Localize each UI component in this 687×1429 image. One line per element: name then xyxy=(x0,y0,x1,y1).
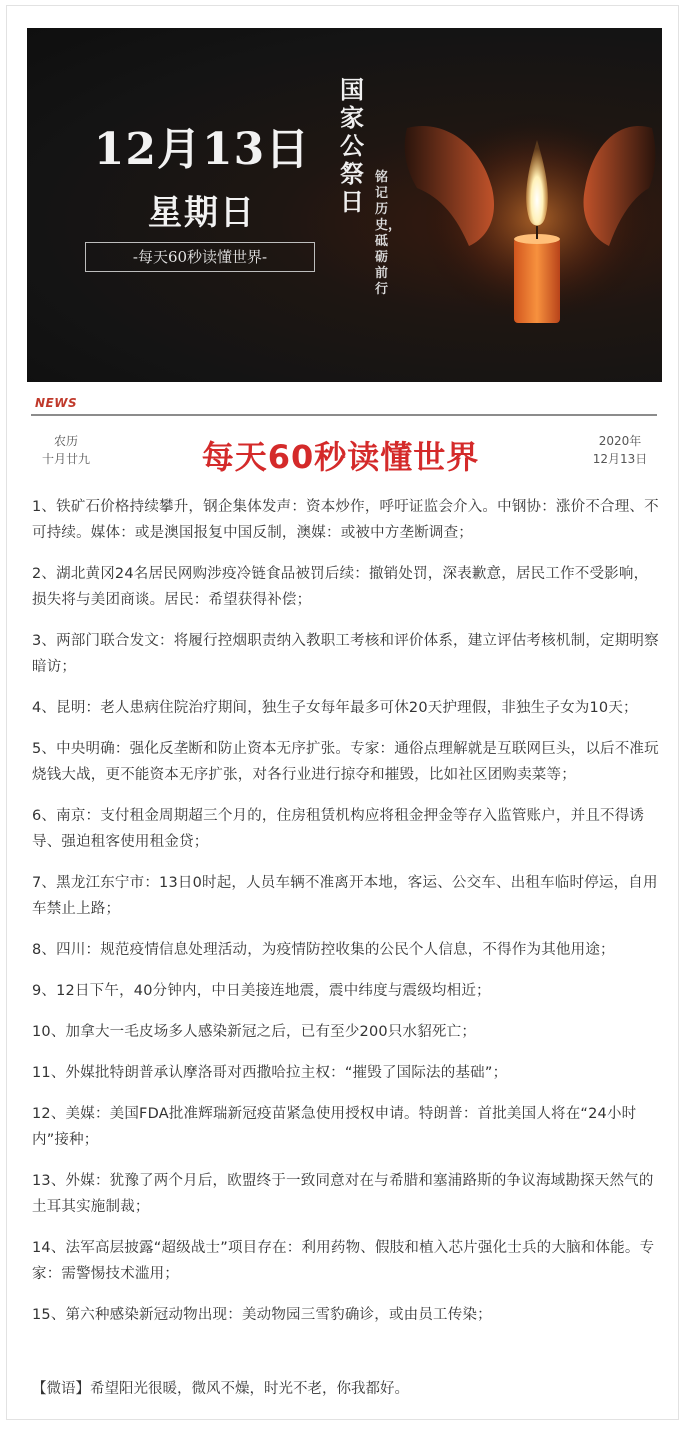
news-item: 1、铁矿石价格持续攀升，钢企集体发声：资本炒作，呼吁证监会介入。中钢协：涨价不合理、不可持续。媒体：或是澳国报复中国反制，澳媒：或被中方垄断调查； xyxy=(32,499,659,541)
candle-hands-illustration xyxy=(387,88,657,348)
news-item: 4、昆明：老人患病住院治疗期间，独生子女每年最多可休20天护理假，非独生子女为10天； xyxy=(32,700,638,716)
news-list xyxy=(32,494,660,1343)
news-item: 14、法军高层披露“超级战士”项目存在：利用药物、假肢和植入芯片强化士兵的大脑和体能。专家：需警惕技术滥用； xyxy=(32,1240,655,1282)
lunar-date xyxy=(36,432,96,468)
news-item: 2、湖北黄冈24名居民网购涉疫冷链食品被罚后续：撤销处罚，深表歉意，居民工作不受影响，损失将与美团商谈。居民：希望获得补偿； xyxy=(32,566,649,608)
news-item: 13、外媒：犹豫了两个月后，欧盟终于一致同意对在与希腊和塞浦路斯的争议海域勘探天然气的土耳其实施制裁； xyxy=(32,1173,654,1215)
closing-quote: 【微语】希望阳光很暖，微风不燥，时光不老，你我都好。 xyxy=(32,1381,409,1397)
header-divider xyxy=(31,414,657,416)
news-item: 8、四川：规范疫情信息处理活动，为疫情防控收集的公民个人信息，不得作为其他用途； xyxy=(32,942,615,958)
news-item: 7、黑龙江东宁市：13日0时起，人员车辆不准离开本地，客运、公交车、出租车临时停运，自用车禁止上路； xyxy=(32,875,658,917)
section-label: NEWS xyxy=(35,396,78,410)
memorial-title: 国家公祭日 xyxy=(340,75,364,216)
news-item: 10、加拿大一毛皮场多人感染新冠之后，已有至少200只水貂死亡； xyxy=(32,1024,477,1040)
banner-date: 12月13日 xyxy=(93,124,311,175)
lunar-label: 农历 xyxy=(53,434,78,448)
memorial-subtitle: 铭记历史，砥砺前行 xyxy=(375,170,402,297)
news-item: 3、两部门联合发文：将履行控烟职责纳入教职工考核和评价体系，建立评估考核机制，定期明察暗访； xyxy=(32,633,659,675)
page-title: 每天60秒读懂世界 xyxy=(201,438,480,476)
news-item: 6、南京：支付租金周期超三个月的，住房租赁机构应将租金押金等存入监管账户，并且不得诱导、强迫租客使用租金贷； xyxy=(32,808,645,850)
banner-image xyxy=(27,28,662,382)
gregorian-day: 12月13日 xyxy=(592,452,648,466)
gregorian-year: 2020年 xyxy=(598,434,642,448)
news-item: 12、美媒：美国FDA批准辉瑞新冠疫苗紧急使用授权申请。特朗普：首批美国人将在“24小时内”接种； xyxy=(32,1106,637,1148)
news-item: 9、12日下午，40分钟内，中日美接连地震，震中纬度与震级均相近； xyxy=(32,983,491,999)
news-item: 11、外媒批特朗普承认摩洛哥对西撒哈拉主权：“摧毁了国际法的基础”； xyxy=(32,1065,508,1081)
gregorian-date xyxy=(585,432,655,468)
banner-weekday: 星期日 xyxy=(148,193,256,233)
lunar-value: 十月廿九 xyxy=(41,452,90,466)
banner-slogan: -每天60秒读懂世界- xyxy=(85,242,315,272)
news-item: 5、中央明确：强化反垄断和防止资本无序扩张。专家：通俗点理解就是互联网巨头，以后不准玩烧钱大战，更不能资本无序扩张，对各行业进行掠夺和摧毁，比如社区团购卖菜等； xyxy=(32,741,659,783)
news-item: 15、第六种感染新冠动物出现：美动物园三雪豹确诊，或由员工传染； xyxy=(32,1307,492,1323)
